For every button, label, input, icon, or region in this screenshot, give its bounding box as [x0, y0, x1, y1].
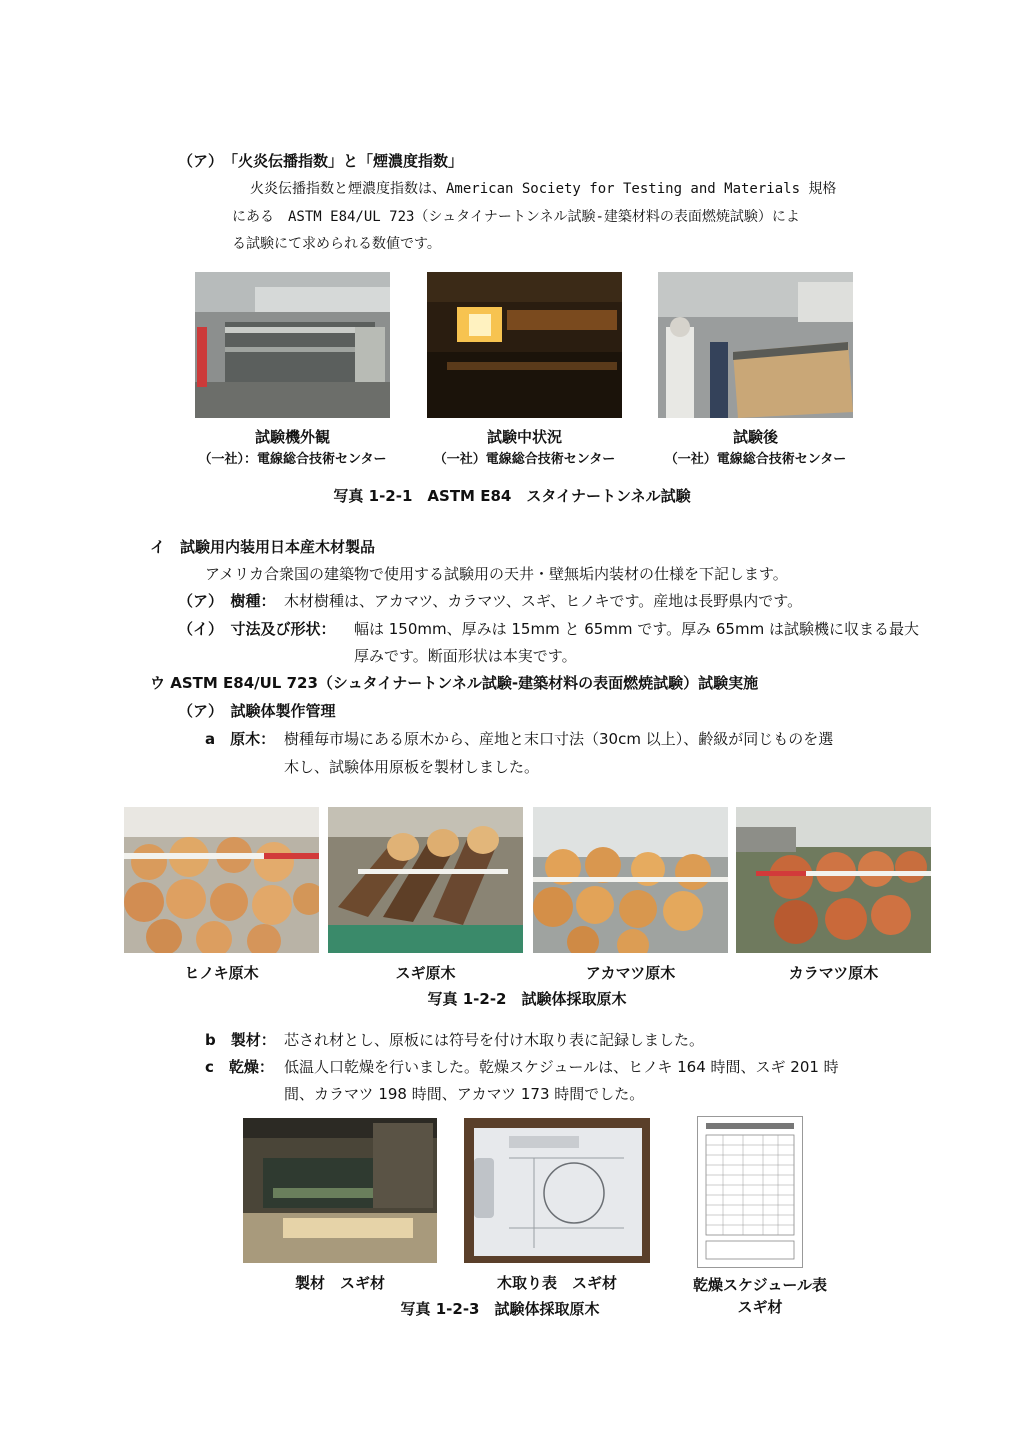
section-u-subheading: （ア） 試験体製作管理 — [178, 702, 336, 720]
section-b-label: b 製材： — [205, 1031, 276, 1049]
sugi-caption: スギ原木 — [395, 964, 456, 982]
drying-schedule-caption: 乾燥スケジュール表 — [692, 1276, 828, 1294]
hinoki-caption: ヒノキ原木 — [184, 964, 259, 982]
sawing-caption: 製材 スギ材 — [294, 1274, 385, 1292]
after-test-photo — [658, 272, 853, 418]
photo1-caption: 試験機外観 — [254, 428, 330, 446]
photo2-credit: （一社）電線総合技術センター — [433, 452, 616, 467]
test-in-progress-photo — [427, 272, 622, 418]
section-c-text-1: 低温人口乾燥を行いました。乾燥スケジュールは、ヒノキ 164 時間、スギ 201 時 — [284, 1058, 839, 1076]
section-a-heading: （ア） 「火炎伝播指数」と「煙濃度指数」 — [178, 152, 464, 170]
section-i-heading: イ 試験用内装用日本産木材製品 — [150, 538, 376, 556]
test-machine-exterior-photo — [195, 272, 390, 418]
section-i-b-text-1: 幅は 150mm、厚みは 15mm と 65mm です。厚み 65mm は試験機に収まる最大 — [354, 620, 919, 638]
section-c-text-2: 間、カラマツ 198 時間、アカマツ 173 時間でした。 — [284, 1085, 645, 1103]
section-a-line-1: 火炎伝播指数と煙濃度指数は、American Society for Testing and Materials 規格 — [250, 181, 837, 197]
section-i-a-text: 木材樹種は、アカマツ、カラマツ、スギ、ヒノキです。産地は長野県内です。 — [284, 592, 803, 610]
sugi-log-photo — [328, 807, 523, 953]
akamatsu-log-photo — [533, 807, 728, 953]
section-i-b-text-2: 厚みです。断面形状は本実です。 — [354, 647, 577, 665]
section-u-a-label: a 原木： — [205, 730, 276, 748]
drying-schedule-caption-2: スギ材 — [737, 1298, 783, 1316]
photo2-caption: 試験中状況 — [486, 428, 562, 446]
figure-3-caption: 写真 1-2-3 試験体採取原木 — [400, 1300, 600, 1318]
hinoki-log-photo — [124, 807, 319, 953]
section-u-a-text-2: 木し、試験体用原板を製材しました。 — [284, 758, 540, 776]
section-b-text: 芯され材とし、原板には符号を付け木取り表に記録しました。 — [284, 1031, 705, 1049]
drying-schedule-photo — [697, 1116, 803, 1268]
kidori-caption: 木取り表 スギ材 — [496, 1274, 617, 1292]
section-c-label: c 乾燥： — [205, 1058, 274, 1076]
akamatsu-caption: アカマツ原木 — [585, 964, 676, 982]
kidori-table-photo — [464, 1118, 650, 1263]
figure-1-caption: 写真 1-2-1 ASTM E84 スタイナートンネル試験 — [333, 487, 691, 505]
section-u-heading: ウ ASTM E84/UL 723（シュタイナートンネル試験-建築材料の表面燃焼試験）試験実施 — [150, 674, 759, 692]
sawing-sugi-photo — [243, 1118, 437, 1263]
section-a-line-3: る試験にて求められる数値です。 — [232, 236, 441, 252]
section-i-a-label: （ア） 樹種： — [178, 592, 276, 610]
karamatsu-caption: カラマツ原木 — [788, 964, 879, 982]
photo3-caption: 試験後 — [732, 428, 778, 446]
section-i-intro: アメリカ合衆国の建築物で使用する試験用の天井・壁無垢内装材の仕様を下記します。 — [205, 565, 788, 583]
figure-2-caption: 写真 1-2-2 試験体採取原木 — [427, 990, 627, 1008]
section-i-b-label: （イ） 寸法及び形状： — [178, 620, 336, 638]
section-u-a-text-1: 樹種毎市場にある原木から、産地と末口寸法（30cm 以上）、齢級が同じものを選 — [284, 730, 834, 748]
photo1-credit: （一社）：電線総合技術センター — [198, 452, 387, 467]
section-a-line-2: にある ASTM E84/UL 723（シュタイナートンネル試験-建築材料の表面燃焼試験）によ — [232, 209, 800, 225]
photo3-credit: （一社）電線総合技術センター — [664, 452, 847, 467]
karamatsu-log-photo — [736, 807, 931, 953]
